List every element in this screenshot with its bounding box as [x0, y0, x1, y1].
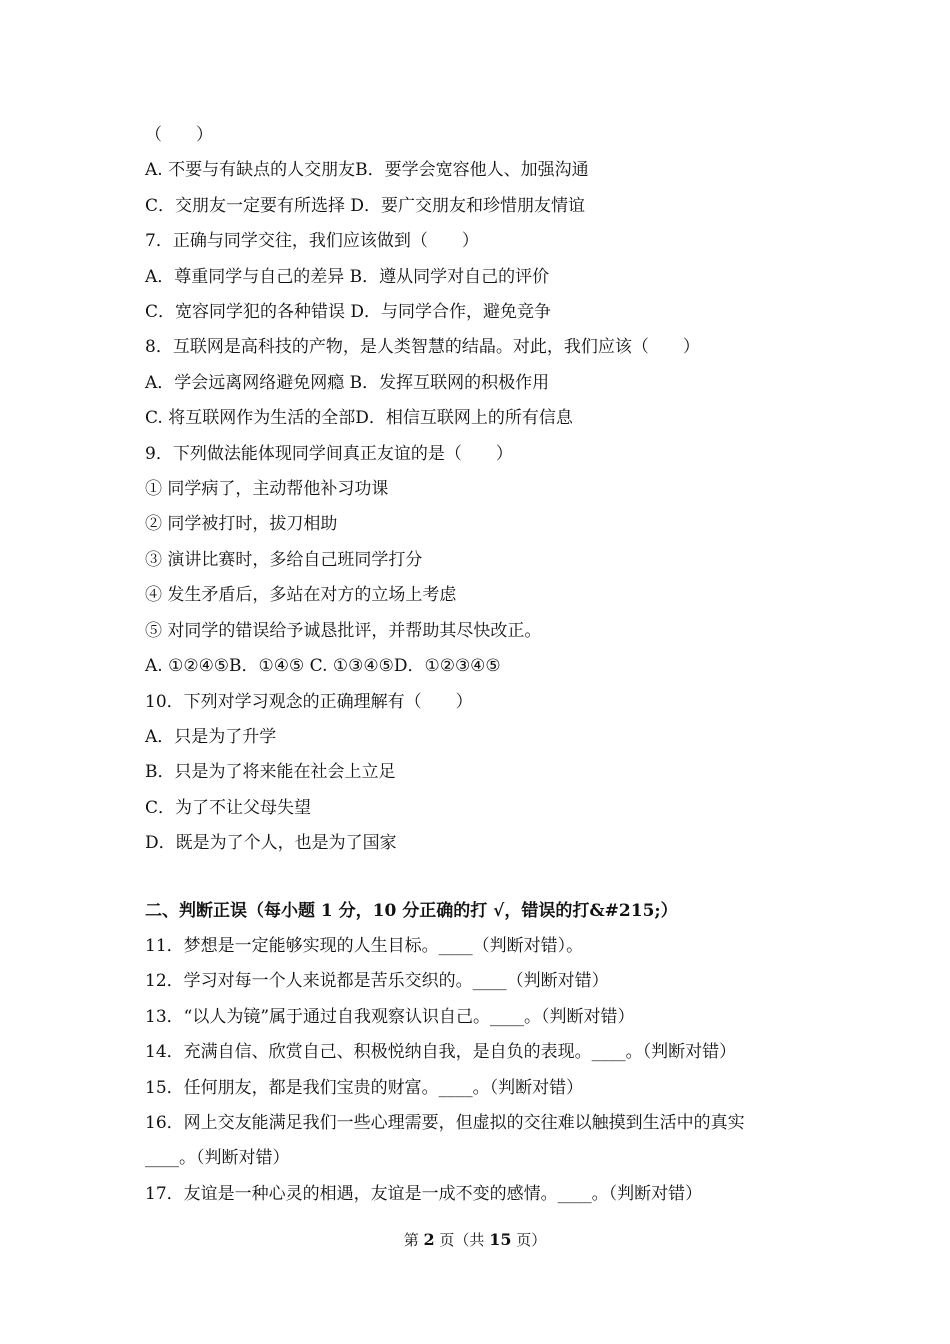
- statement-line: ② 同学被打时，拔刀相助: [145, 514, 338, 535]
- footer-suffix: 页）: [511, 1231, 547, 1249]
- footer-total-pages: 15: [489, 1230, 512, 1249]
- answer-option-line: C．交朋友一定要有所选择 D．要广交朋友和珍惜朋友情谊: [145, 195, 586, 216]
- judgement-item: 16．网上交友能满足我们一些心理需要，但虚拟的交往难以触摸到生活中的真实: [145, 1112, 745, 1133]
- answer-option-line: A．学会远离网络避免网瘾 B．发挥互联网的积极作用: [145, 372, 550, 393]
- judgement-item: 17．友谊是一种心灵的相遇，友谊是一成不变的感情。____。（判断对错）: [145, 1183, 703, 1204]
- answer-option-line: C．宽容同学犯的各种错误 D．与同学合作，避免竞争: [145, 302, 552, 323]
- statement-line: ④ 发生矛盾后，多站在对方的立场上考虑: [145, 585, 457, 606]
- footer-page-number: 2: [423, 1230, 435, 1249]
- statement-line: ⑤ 对同学的错误给予诚恳批评，并帮助其尽快改正。: [145, 620, 542, 641]
- question-line: （ ）: [145, 125, 213, 145]
- answer-option-line: A．只是为了升学: [145, 726, 277, 747]
- statement-line: ③ 演讲比赛时，多给自己班同学打分: [145, 549, 423, 570]
- judgement-item: 11．梦想是一定能够实现的人生目标。____（判断对错）。: [145, 935, 584, 956]
- judgement-item: 15．任何朋友，都是我们宝贵的财富。____。（判断对错）: [145, 1077, 584, 1098]
- answer-option-line: B．只是为了将来能在社会上立足: [145, 762, 396, 783]
- question-stem: 9．下列做法能体现同学间真正友谊的是（ ）: [145, 443, 513, 464]
- judgement-item: 12．学习对每一个人来说都是苦乐交织的。____（判断对错）: [145, 971, 609, 992]
- page-footer: [0, 1226, 950, 1254]
- footer-prefix: 第: [403, 1231, 424, 1249]
- answer-option-line: A. 不要与有缺点的人交朋友B．要学会宽容他人、加强沟通: [145, 160, 589, 181]
- judgement-item: 13．“以人为镜”属于通过自我观察认识自己。____。（判断对错）: [145, 1006, 635, 1027]
- statement-line: ① 同学病了，主动帮他补习功课: [145, 479, 389, 500]
- question-stem: 7．正确与同学交往，我们应该做到（ ）: [145, 231, 479, 252]
- answer-option-line: D．既是为了个人，也是为了国家: [145, 833, 397, 854]
- section-spacer: [145, 862, 825, 894]
- page-content: [145, 118, 825, 1212]
- judgement-item-continuation: ____。（判断对错）: [145, 1148, 290, 1169]
- answer-option-line: A．尊重同学与自己的差异 B．遵从同学对自己的评价: [145, 266, 550, 287]
- section-title: 二、判断正误（每小题 1 分，10 分正确的打 √，错误的打&#215;）: [145, 900, 678, 921]
- footer-middle: 页（共: [434, 1231, 490, 1249]
- question-stem: 10．下列对学习观念的正确理解有（ ）: [145, 691, 473, 712]
- answer-option-line: C．为了不让父母失望: [145, 797, 312, 818]
- question-stem: 8．互联网是高科技的产物，是人类智慧的结晶。对此，我们应该（ ）: [145, 337, 700, 358]
- judgement-item: 14．充满自信、欣赏自己、积极悦纳自我，是自负的表现。____。（判断对错）: [145, 1042, 737, 1063]
- answer-option-line: A. ①②④⑤B．①④⑤ C. ①③④⑤D．①②③④⑤: [145, 656, 501, 677]
- answer-option-line: C. 将互联网作为生活的全部D．相信互联网上的所有信息: [145, 408, 573, 429]
